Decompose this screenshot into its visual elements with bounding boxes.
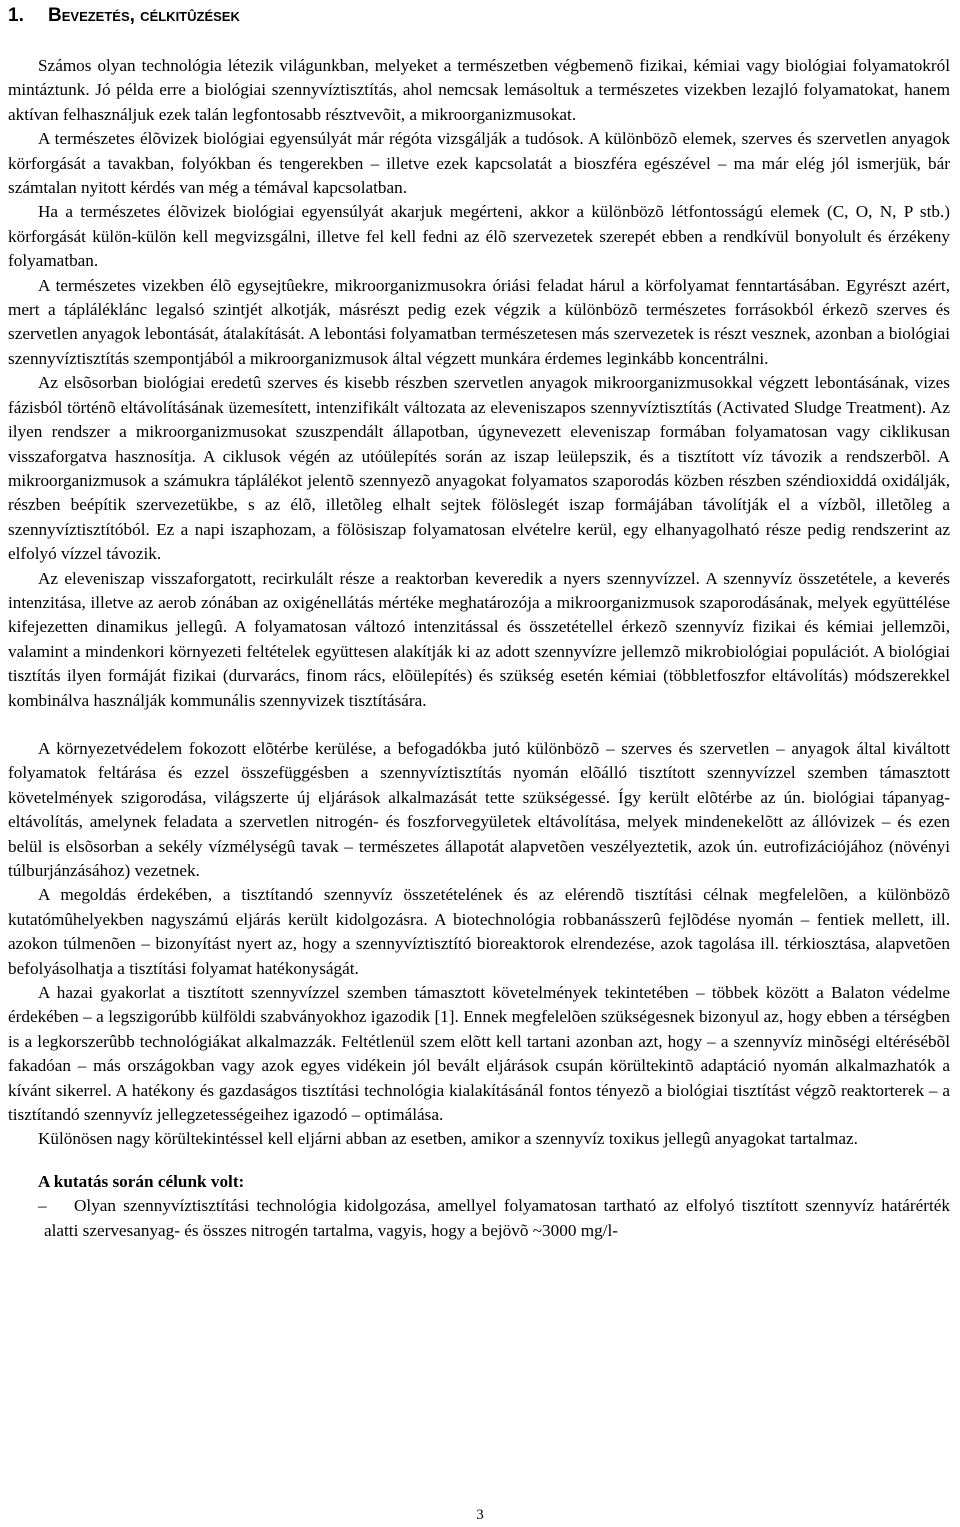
paragraph: A környezetvédelem fokozott elõtérbe kerülése, a befogadókba jutó különbözõ – szerves és szervetlen – anyagok által kiváltott folyamatok feltárása és ezzel összefüggésben a szennyvíztisztítás nyomán elõálló tisztított szennyvízzel szemben támasztott követelmények szigorodása, világszerte új eljárások alkalmazását tette szükségessé. Így került elõtérbe az ún. biológiai tápanyag-eltávolítás, amelynek feladata a szervetlen nitrogén- és foszforvegyületek eltávolítása, melyek mindenekelõtt az állóvizek – és ezen belül is elsõsorban a sekély vízmélységû tavak – természetes állapotát alapvetõen veszélyeztetik, azok ún. eutrofizációjához (növényi túlburjánzásához) vezetnek. xyxy=(8,738,950,880)
paragraph-sentence: A különbözõ elemek, szerves és szervetlen anyagok körforgását a tavakban, folyókban és tengerekben – illetve ezek kapcsolatát a bioszféra egészével – ma már elég jól ismerjük, bár számtalan nyitott kérdés van még a témával kapcsolatban. xyxy=(8,129,951,198)
section-spacer xyxy=(8,713,950,737)
paragraph: Különösen nagy körültekintéssel kell eljárni abban az esetben, amikor a szennyvíz toxikus jellegû anyagokat tartalmaz. xyxy=(38,1129,858,1149)
document-body xyxy=(8,54,950,1243)
paragraph: A megoldás érdekében, a tisztítandó szennyvíz összetételének és az elérendõ tisztítási célnak megfelelõen, a különbözõ kutatómûhelyekben nagyszámú eljárás került kidolgozásra. A biotechnológia robbanásszerû fejlõdése nyomán – fentiek mellett, ill. azokon túlmenõen – bizonyítást nyert az, hogy a szennyvíztisztító bioreaktorok elrendezése, azok tagolása ill. térkiosztása, alapvetõen befolyásolhatja a tisztítási folyamat hatékonyságát. xyxy=(8,885,950,978)
paragraph: Számos olyan technológia létezik világunkban, melyeket a természetben végbemenõ fizikai, kémiai vagy biológiai folyamatokról mintáztunk. Jó példa erre a biológiai szennyvíztisztítás, ahol nemcsak lemásoltuk a természetes vizekben lezajló folyamatokat, hanem aktívan felhasználjuk ezek talán legfontosabb résztvevõit, a mikroorganizmusokat. xyxy=(8,56,950,124)
section-title: Bevezetés, célkitûzések xyxy=(48,5,240,26)
bullet-dash: – xyxy=(38,1196,47,1216)
paragraph-sentence: A természetes élõvizek biológiai egyensúlyát már régóta vizsgálják a tudósok. xyxy=(38,129,584,149)
goal-item xyxy=(8,1194,950,1243)
section-number: 1. xyxy=(8,5,24,26)
paragraph: A hazai gyakorlat a tisztított szennyvízzel szemben támasztott követelmények tekintetében – többek között a Balaton védelme érdekében – a legszigorúbb külföldi szabványokhoz igazodik [1]. Ennek megfelelõen szükségesnek bizonyul az, hogy ebben a térségben is a legkorszerûbb technológiákat alkalmazzák. Feltétlenül szem elõtt kell tartani azonban azt, hogy – a szennyvíz minõségi eltérésébõl fakadóan – más országokban vagy azok egyes vidékein jól bevált eljárások csupán körültekintõ adaptáció nyomán alkalmazhatók a kívánt sikerrel. A hatékony és gazdaságos tisztítási technológia kialakításánál fontos tényezõ a biológiai tisztítást végzõ reaktorterek – a tisztítandó szennyvíz jellegzetességeihez igazodó – optimálása. xyxy=(8,983,950,1125)
section-spacer xyxy=(8,1152,950,1170)
goals-title: A kutatás során célunk volt: xyxy=(38,1171,245,1191)
section-heading xyxy=(8,3,948,29)
paragraph: Az eleveniszap visszaforgatott, recirkulált része a reaktorban keveredik a nyers szennyvízzel. A szennyvíz összetétele, a keverés intenzitása, illetve az aerob zónában az oxigénellátás mértéke meghatározója a mikroorganizmusok szaporodásának, melyek együttélése kifejezetten dinamikus jellegû. A folyamatosan változó intenzitással és összetétellel érkezõ szennyvíz fizikai és kémiai jellemzõi, valamint a mindenkori környezeti feltételek együttesen alakítják ki az adott szennyvízre jellemzõ mikrobiológiai populációt. A biológiai tisztítás ilyen formáját fizikai (durvarács, finom rács, elõülepítés) és szükség esetén kémiai (többletfoszfor eltávolítás) módszerekkel kombinálva használják kommunális szennyvizek tisztítására. xyxy=(8,568,950,710)
paragraph xyxy=(8,127,950,200)
goal-item-text: Olyan szennyvíztisztítási technológia kidolgozása, amellyel folyamatosan tartható az elfolyó tisztított szennyvíz határérték alatti szervesanyag- és összes nitrogén tartalma, vagyis, hogy a bejövõ ~3000 mg/l- xyxy=(44,1196,950,1240)
paragraph: Ha a természetes élõvizek biológiai egyensúlyát akarjuk megérteni, akkor a különbözõ létfontosságú elemek (C, O, N, P stb.) körforgását külön-külön kell megvizsgálni, illetve fel kell fedni az élõ szervezetek szerepét ebben a rendkívül bonyolult és érzékeny folyamatban. xyxy=(8,202,950,271)
paragraph: Az elsõsorban biológiai eredetû szerves és kisebb részben szervetlen anyagok mikroorganizmusokkal végzett lebontásának, vizes fázisból történõ eltávolításának üzemesített, intenzifikált változata az eleveniszapos szennyvíztisztítás (Activated Sludge Treatment). Az ilyen rendszer a mikroorganizmusokat szuszpendált állapotban, úgynevezett eleveniszap formában folyamatosan vagy ciklikusan visszaforgatva hasznosítja. A ciklusok végén az utóülepítés során az iszap leülepszik, és a tisztított víz távozik a rendszerbõl. A mikroorganizmusok a számukra táplálékot jelentõ szennyezõ anyagokat folyamatos szaporodás közben részben széndioxiddá oxidálják, részben beépítik szervezetükbe, s az élõ, illetõleg elhalt sejtek fölöslegét iszap formájában távolítják el a vízbõl, illetõleg a szennyvíztisztítóból. Ez a napi iszaphozam, a fölösiszap folyamatosan elvételre kerül, egy elhanyagolható része pedig rendszerint az elfolyó vízzel távozik. xyxy=(8,373,950,564)
page-number: 3 xyxy=(476,1507,484,1523)
paragraph: A természetes vizekben élõ egysejtûekre, mikroorganizmusokra óriási feladat hárul a körfolyamat fenntartásában. Egyrészt azért, mert a tápláléklánc legalsó szintjét alkotják, másrészt pedig ezek végzik a különbözõ természetes forrásokból érkezõ szerves és szervetlen anyagok lebontását, átalakítását. A lebontási folyamatban természetesen más szervezetek is részt vesznek, azonban a biológiai szennyvíztisztítás szempontjából a mikroorganizmusok által végzett munkára érdemes leginkább koncentrálni. xyxy=(8,275,950,368)
